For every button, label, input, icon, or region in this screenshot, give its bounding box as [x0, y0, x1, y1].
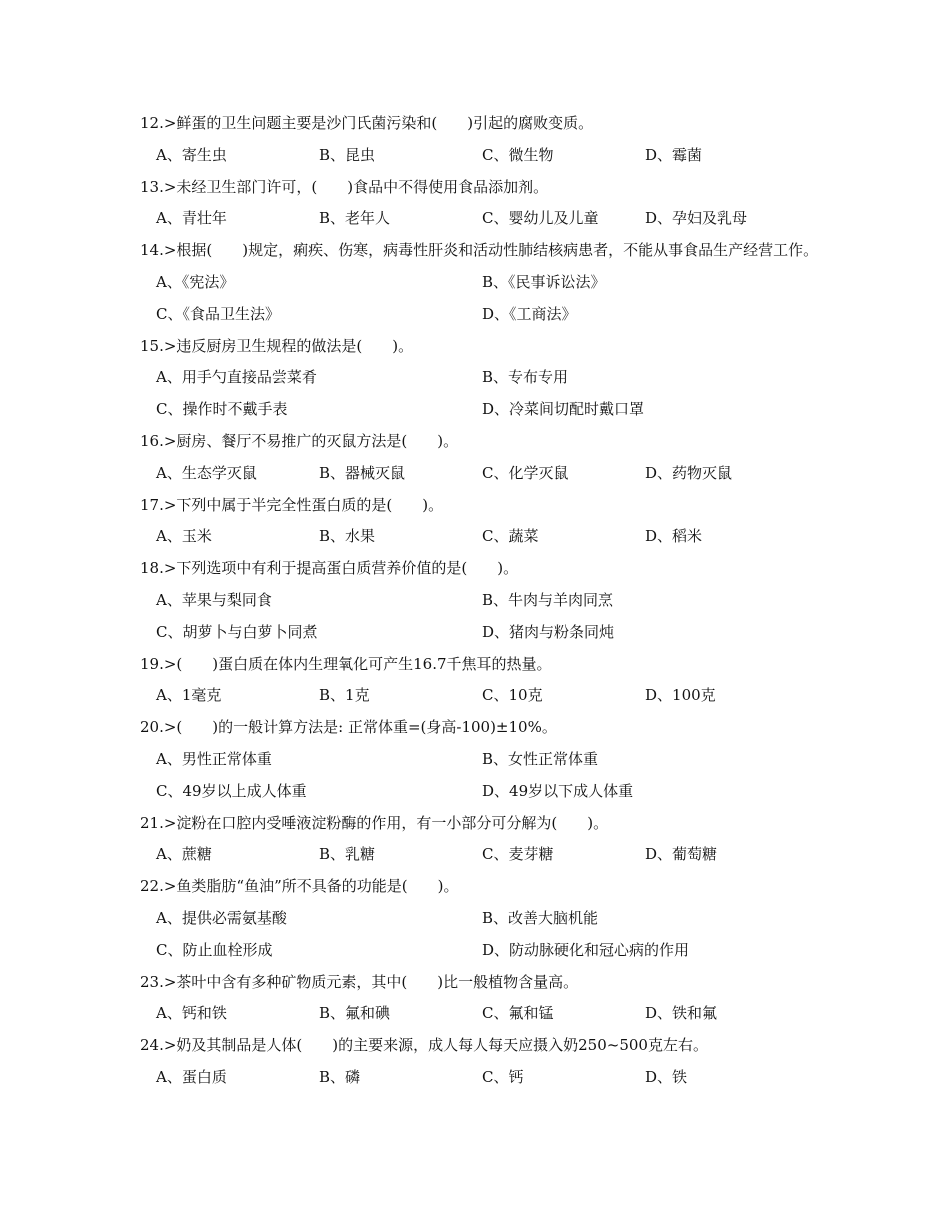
- question-item: [140, 553, 830, 648]
- answer-option-b: B、老年人: [319, 209, 391, 228]
- answer-option-d: D、铁: [645, 1067, 688, 1086]
- answer-option-b: B、水果: [319, 527, 376, 546]
- question-item: [140, 712, 830, 807]
- answer-option-c: C、49岁以上成人体重: [156, 781, 307, 800]
- question-stem: 16.>厨房、餐厅不易推广的灭鼠方法是( )。: [140, 431, 459, 450]
- answer-option-d: D、猪肉与粉条同炖: [482, 622, 615, 641]
- answer-option-a: A、《宪法》: [156, 272, 235, 291]
- answer-option-d: D、铁和氟: [645, 1004, 718, 1023]
- option-group: [140, 998, 830, 1030]
- option-group: [140, 903, 830, 967]
- question-stem: 22.>鱼类脂肪“鱼油”所不具备的功能是( )。: [140, 877, 459, 896]
- answer-option-b: B、昆虫: [319, 145, 376, 164]
- answer-option-d: D、药物灭鼠: [645, 463, 733, 482]
- option-group: [140, 585, 830, 649]
- answer-option-b: B、改善大脑机能: [482, 908, 599, 927]
- answer-option-a: A、1毫克: [156, 686, 222, 705]
- answer-option-a: A、寄生虫: [156, 145, 227, 164]
- question-list: [140, 108, 830, 1094]
- answer-option-a: A、钙和铁: [156, 1004, 227, 1023]
- answer-option-a: A、苹果与梨同食: [156, 590, 272, 609]
- answer-option-d: D、孕妇及乳母: [645, 209, 748, 228]
- answer-option-d: D、霉菌: [645, 145, 703, 164]
- question-item: [140, 331, 830, 426]
- answer-option-c: C、10克: [482, 686, 543, 705]
- question-stem: 24.>奶及其制品是人体( )的主要来源，成人每人每天应摄入奶250~500克左右。: [140, 1036, 708, 1055]
- question-stem: 13.>未经卫生部门许可，( )食品中不得使用食品添加剂。: [140, 177, 549, 196]
- answer-option-c: C、微生物: [482, 145, 554, 164]
- question-item: [140, 172, 830, 236]
- answer-option-c: C、操作时不戴手表: [156, 400, 288, 419]
- option-group: [140, 267, 830, 331]
- option-group: [140, 680, 830, 712]
- option-group: [140, 140, 830, 172]
- answer-option-c: C、化学灭鼠: [482, 463, 569, 482]
- option-group: [140, 203, 830, 235]
- question-item: [140, 108, 830, 172]
- answer-option-b: B、牛肉与羊肉同烹: [482, 590, 614, 609]
- option-group: [140, 744, 830, 808]
- question-item: [140, 808, 830, 872]
- answer-option-d: D、稻米: [645, 527, 703, 546]
- question-stem: 19.>( )蛋白质在体内生理氧化可产生16.7千焦耳的热量。: [140, 654, 552, 673]
- option-group: [140, 839, 830, 871]
- question-stem: 14.>根据( )规定，痢疾、伤寒，病毒性肝炎和活动性肺结核病患者，不能从事食品生产经营工作。: [140, 241, 819, 260]
- answer-option-c: C、钙: [482, 1067, 524, 1086]
- answer-option-a: A、男性正常体重: [156, 749, 272, 768]
- answer-option-a: A、生态学灭鼠: [156, 463, 257, 482]
- question-item: [140, 426, 830, 490]
- answer-option-d: D、冷菜间切配时戴口罩: [482, 400, 645, 419]
- answer-option-d: D、100克: [645, 686, 716, 705]
- answer-option-b: B、器械灭鼠: [319, 463, 406, 482]
- answer-option-c: C、胡萝卜与白萝卜同煮: [156, 622, 318, 641]
- question-stem: 17.>下列中属于半完全性蛋白质的是( )。: [140, 495, 444, 514]
- question-stem: 18.>下列选项中有利于提高蛋白质营养价值的是( )。: [140, 559, 519, 578]
- answer-option-c: C、氟和锰: [482, 1004, 554, 1023]
- question-stem: 20.>( )的一般计算方法是: 正常体重=(身高-100)±10%。: [140, 718, 557, 737]
- answer-option-a: A、提供必需氨基酸: [156, 908, 287, 927]
- answer-option-c: C、蔬菜: [482, 527, 539, 546]
- answer-option-a: A、用手勺直接品尝菜肴: [156, 368, 317, 387]
- answer-option-b: B、1克: [319, 686, 370, 705]
- answer-option-b: B、女性正常体重: [482, 749, 599, 768]
- answer-option-b: B、磷: [319, 1067, 361, 1086]
- answer-option-c: C、防止血栓形成: [156, 940, 273, 959]
- option-group: [140, 521, 830, 553]
- option-group: [140, 458, 830, 490]
- question-stem: 23.>茶叶中含有多种矿物质元素，其中( )比一般植物含量高。: [140, 972, 579, 991]
- answer-option-b: B、氟和碘: [319, 1004, 391, 1023]
- question-item: [140, 1030, 830, 1094]
- answer-option-a: A、蔗糖: [156, 845, 212, 864]
- answer-option-b: B、《民事诉讼法》: [482, 272, 606, 291]
- answer-option-d: D、49岁以下成人体重: [482, 781, 634, 800]
- answer-option-d: D、葡萄糖: [645, 845, 718, 864]
- option-group: [140, 1062, 830, 1094]
- answer-option-c: C、麦芽糖: [482, 845, 554, 864]
- answer-option-a: A、蛋白质: [156, 1067, 227, 1086]
- answer-option-b: B、专布专用: [482, 368, 569, 387]
- answer-option-d: D、防动脉硬化和冠心病的作用: [482, 940, 690, 959]
- answer-option-a: A、青壮年: [156, 209, 227, 228]
- question-stem: 15.>违反厨房卫生规程的做法是( )。: [140, 336, 414, 355]
- question-item: [140, 967, 830, 1031]
- answer-option-c: C、《食品卫生法》: [156, 304, 280, 323]
- question-item: [140, 649, 830, 713]
- answer-option-a: A、玉米: [156, 527, 212, 546]
- answer-option-c: C、婴幼儿及儿童: [482, 209, 599, 228]
- answer-option-d: D、《工商法》: [482, 304, 577, 323]
- option-group: [140, 362, 830, 426]
- answer-option-b: B、乳糖: [319, 845, 376, 864]
- question-stem: 12.>鲜蛋的卫生问题主要是沙门氏菌污染和( )引起的腐败变质。: [140, 114, 594, 132]
- question-item: [140, 235, 830, 330]
- question-item: [140, 490, 830, 554]
- question-item: [140, 871, 830, 966]
- question-stem: 21.>淀粉在口腔内受唾液淀粉酶的作用，有一小部分可分解为( )。: [140, 813, 609, 832]
